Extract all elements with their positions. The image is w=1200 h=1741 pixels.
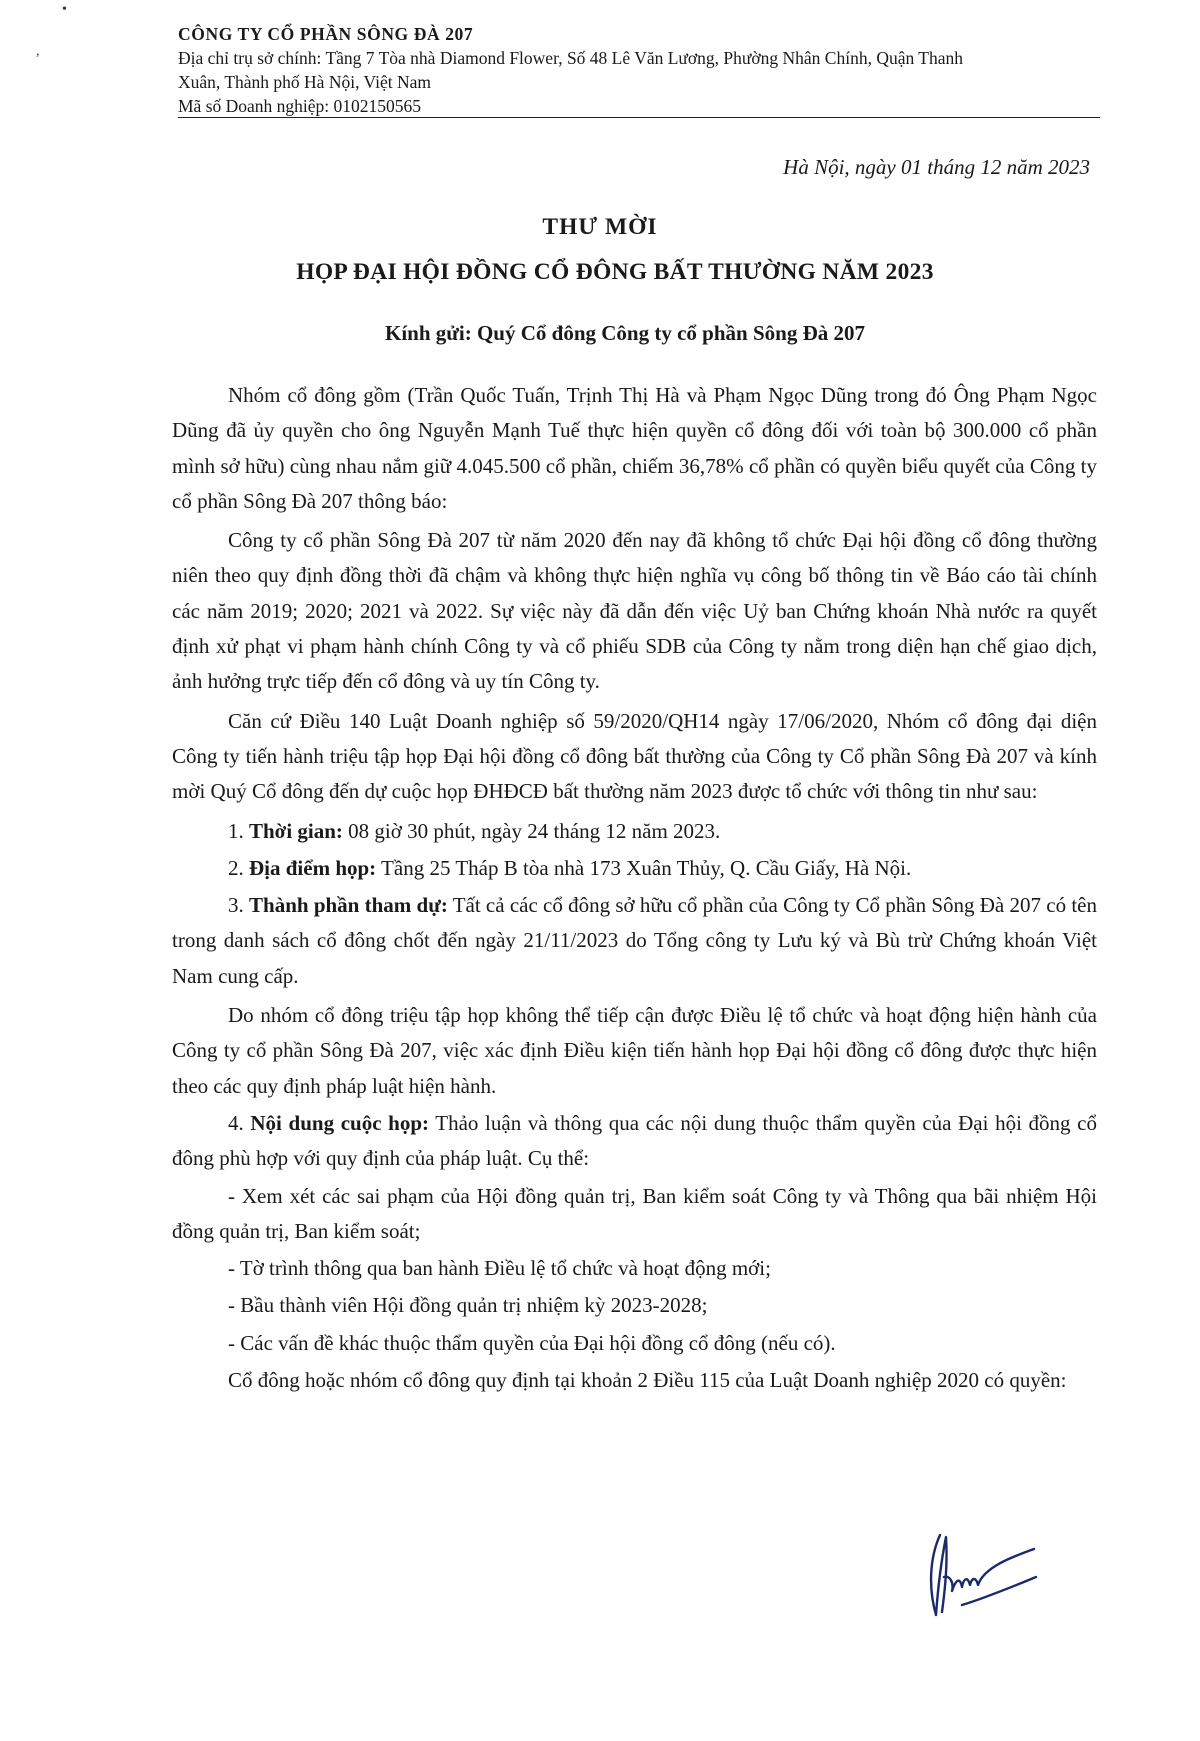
scan-speck: , — [36, 44, 40, 59]
list-item-attendees: 3. Thành phần tham dự: Tất cả các cổ đông sở hữu cổ phần của Công ty Cổ phần Sông Đà 207 có tên trong danh sách cổ đông chốt đến ngày 21/11/2023 do Tổng công ty Lưu ký và Bù trừ Chứng khoán Việt Nam cung cấp. — [172, 893, 1097, 988]
paragraph-shareholder-group: Nhóm cổ đông gồm (Trần Quốc Tuấn, Trịnh Thị Hà và Phạm Ngọc Dũng trong đó Ông Phạm Ngọc Dũng đã ủy quyền cho ông Nguyễn Mạnh Tuế thực hiện quyền cổ đông đối với toàn bộ 300.000 cổ phần mình sở hữu) cùng nhau nắm giữ 4.045.500 cổ phần, chiếm 36,78% cổ phần có quyền biểu quyết của Công ty cổ phần Sông Đà 207 thông báo: — [172, 383, 1097, 513]
letterhead — [178, 22, 1098, 118]
address-line-1: Địa chỉ trụ sở chính: Tầng 7 Tòa nhà Diamond Flower, Số 48 Lê Văn Lương, Phường Nhân Chính, Quận Thanh — [178, 48, 963, 68]
tax-code: Mã số Doanh nghiệp: 0102150565 — [178, 96, 422, 116]
list-item-agenda: 4. Nội dung cuộc họp: Thảo luận và thông qua các nội dung thuộc thẩm quyền của Đại hội đồng cổ đông phù hợp với quy định của pháp luật. Cụ thể: — [172, 1110, 1097, 1171]
paragraph-shareholder-rights: Cổ đông hoặc nhóm cổ đông quy định tại khoản 2 Điều 115 của Luật Doanh nghiệp 2020 có quyền: — [228, 1368, 1067, 1393]
paragraph-background: Công ty cổ phần Sông Đà 207 từ năm 2020 đến nay đã không tổ chức Đại hội đồng cổ đông thường niên theo quy định đồng thời đã chậm và không thực hiện nghĩa vụ công bố thông tin về Báo cáo tài chính các năm 2019; 2020; 2021 và 2022. Sự việc này đã dẫn đến việc Uỷ ban Chứng khoán Nhà nước ra quyết định xử phạt vi phạm hành chính Công ty và cổ phiếu SDB của Công ty nằm trong diện hạn chế giao dịch, ảnh hưởng trực tiếp đến cổ đông và uy tín Công ty. — [172, 528, 1097, 694]
document-title: THƯ MỜI — [542, 214, 658, 240]
letter-body — [172, 378, 1097, 1398]
agenda-item: - Tờ trình thông qua ban hành Điều lệ tổ chức và hoạt động mới; — [228, 1256, 771, 1281]
document-subtitle: HỌP ĐẠI HỘI ĐỒNG CỔ ĐÔNG BẤT THƯỜNG NĂM 2023 — [296, 259, 934, 285]
company-name: CÔNG TY CỔ PHẦN SÔNG ĐÀ 207 — [178, 24, 474, 44]
list-item-venue: 2. Địa điểm họp: Tầng 25 Tháp B tòa nhà 173 Xuân Thủy, Q. Cầu Giấy, Hà Nội. — [228, 855, 912, 880]
agenda-item: - Các vấn đề khác thuộc thẩm quyền của Đại hội đồng cổ đông (nếu có). — [228, 1330, 836, 1355]
date-line: Hà Nội, ngày 01 tháng 12 năm 2023 — [783, 155, 1090, 179]
list-item-time: 1. Thời gian: 08 giờ 30 phút, ngày 24 tháng 12 năm 2023. — [228, 818, 721, 843]
greeting: Kính gửi: Quý Cổ đông Công ty cổ phần Sông Đà 207 — [385, 321, 865, 345]
paragraph-legal-basis: Căn cứ Điều 140 Luật Doanh nghiệp số 59/2020/QH14 ngày 17/06/2020, Nhóm cổ đông đại diện Công ty tiến hành triệu tập họp Đại hội đồng cổ đông bất thường của Công ty Cổ phần Sông Đà 207 và kính mời Quý Cổ đông đến dự cuộc họp ĐHĐCĐ bất thường năm 2023 được tổ chức với thông tin như sau: — [172, 708, 1097, 804]
agenda-item: - Xem xét các sai phạm của Hội đồng quản trị, Ban kiểm soát Công ty và Thông qua bãi nhiệm Hội đồng quản trị, Ban kiểm soát; — [172, 1183, 1097, 1243]
paragraph-conditions: Do nhóm cổ đông triệu tập họp không thể tiếp cận được Điều lệ tổ chức và hoạt động hiện hành của Công ty cổ phần Sông Đà 207, việc xác định Điều kiện tiến hành họp Đại hội đồng cổ đông được thực hiện theo các quy định pháp luật hiện hành. — [172, 1003, 1097, 1098]
header-divider — [178, 117, 1100, 118]
scan-speck: • — [62, 2, 67, 17]
agenda-item: - Bầu thành viên Hội đồng quản trị nhiệm kỳ 2023-2028; — [228, 1293, 708, 1318]
signature — [922, 1527, 1042, 1622]
address-line-2: Xuân, Thành phố Hà Nội, Việt Nam — [178, 72, 431, 92]
